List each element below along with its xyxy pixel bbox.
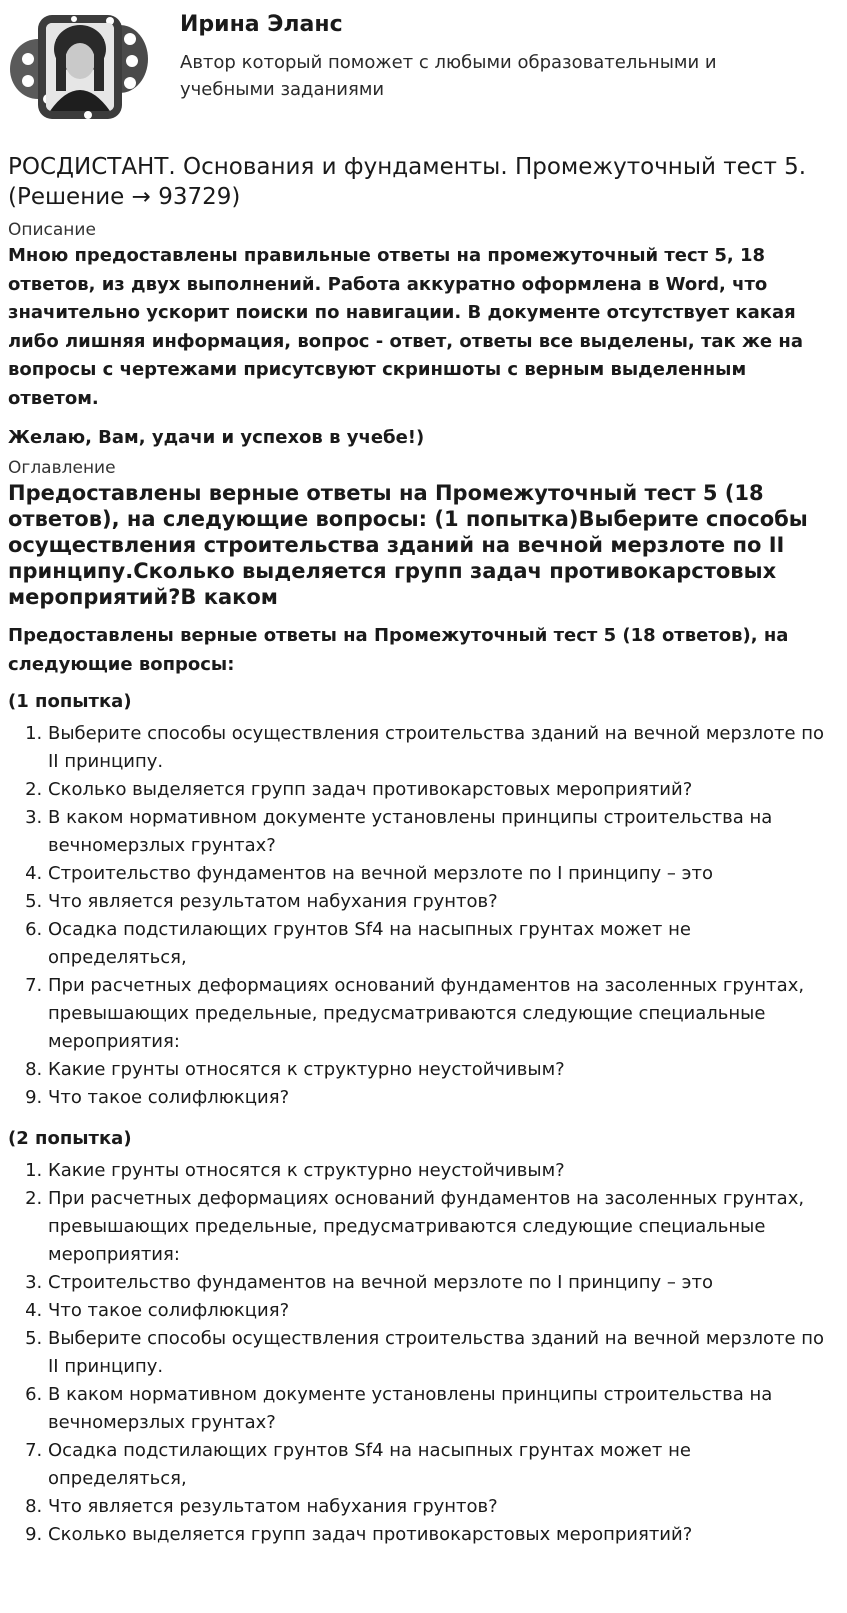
- toc-label: Оглавление: [8, 458, 116, 478]
- list-item: 1. Какие грунты относятся к структурно неустойчивым?: [48, 1157, 828, 1185]
- list-item: 2. При расчетных деформациях оснований фундаментов на засоленных грунтах, превышающих предельные, предусматриваются следующие специальные мероприятия:: [48, 1185, 828, 1269]
- list-item: 9. Что такое солифлюкция?: [48, 1084, 828, 1112]
- list-item: 8. Что является результатом набухания грунтов?: [48, 1493, 828, 1521]
- author-photo-film-frame-icon: [8, 9, 150, 125]
- list-item: 4. Строительство фундаментов на вечной мерзлоте по I принципу – это: [48, 860, 828, 888]
- author-block: [8, 0, 839, 130]
- list-item: 1. Выберите способы осуществления строительства зданий на вечной мерзлоте по II принципу.: [48, 720, 828, 776]
- list-item: 9. Сколько выделяется групп задач противокарстовых мероприятий?: [48, 1521, 828, 1549]
- list-item: 6. В каком нормативном документе установлены принципы строительства на вечномерзлых грунтах?: [48, 1381, 828, 1437]
- document-title: РОСДИСТАНТ. Основания и фундаменты. Промежуточный тест 5. (Решение → 93729): [8, 154, 807, 210]
- attempt-1-question-list: [8, 720, 828, 1112]
- list-item: 7. При расчетных деформациях оснований фундаментов на засоленных грунтах, превышающих предельные, предусматриваются следующие специальные мероприятия:: [48, 972, 828, 1056]
- list-item: 7. Осадка подстилающих грунтов Sf4 на насыпных грунтах может не определяться,: [48, 1437, 828, 1493]
- attempt-1-label: (1 попытка): [8, 691, 132, 712]
- list-item: 2. Сколько выделяется групп задач противокарстовых мероприятий?: [48, 776, 828, 804]
- toc-title: Предоставлены верные ответы на Промежуточный тест 5 (18 ответов), на следующие вопросы: (1 попытка)Выберите способы осуществления строительства зданий на вечной мерзлоте по II принципу.Сколько выделяется групп задач противокарстовых мероприятий?В каком: [8, 481, 808, 609]
- list-item: 5. Выберите способы осуществления строительства зданий на вечной мерзлоте по II принципу.: [48, 1325, 828, 1381]
- author-description: Автор который поможет с любыми образовательными и учебными заданиями: [180, 52, 717, 100]
- toc-subheading: Предоставлены верные ответы на Промежуточный тест 5 (18 ответов), на следующие вопросы:: [8, 625, 789, 675]
- list-item: 3. Строительство фундаментов на вечной мерзлоте по I принципу – это: [48, 1269, 828, 1297]
- list-item: 6. Осадка подстилающих грунтов Sf4 на насыпных грунтах может не определяться,: [48, 916, 828, 972]
- description-label: Описание: [8, 220, 96, 240]
- author-name[interactable]: Ирина Эланс: [180, 12, 343, 37]
- list-item: 5. Что является результатом набухания грунтов?: [48, 888, 828, 916]
- list-item: 3. В каком нормативном документе установлены принципы строительства на вечномерзлых грунтах?: [48, 804, 828, 860]
- list-item: 8. Какие грунты относятся к структурно неустойчивым?: [48, 1056, 828, 1084]
- description-wish: Желаю, Вам, удачи и успехов в учебе!): [8, 427, 425, 448]
- attempt-2-question-list: [8, 1157, 828, 1549]
- author-avatar[interactable]: [8, 8, 158, 126]
- description-text: Мною предоставлены правильные ответы на промежуточный тест 5, 18 ответов, из двух выполнений. Работа аккуратно оформлена в Word, что значительно ускорит поиски по навигации. В документе отсутствует какая либо лишняя информация, вопрос - ответ, ответы все выделены, так же на вопросы с чертежами присутсвуют скриншоты с верным выделенным ответом.: [8, 245, 803, 409]
- list-item: 4. Что такое солифлюкция?: [48, 1297, 828, 1325]
- author-info: [180, 8, 770, 103]
- attempt-2-label: (2 попытка): [8, 1128, 132, 1149]
